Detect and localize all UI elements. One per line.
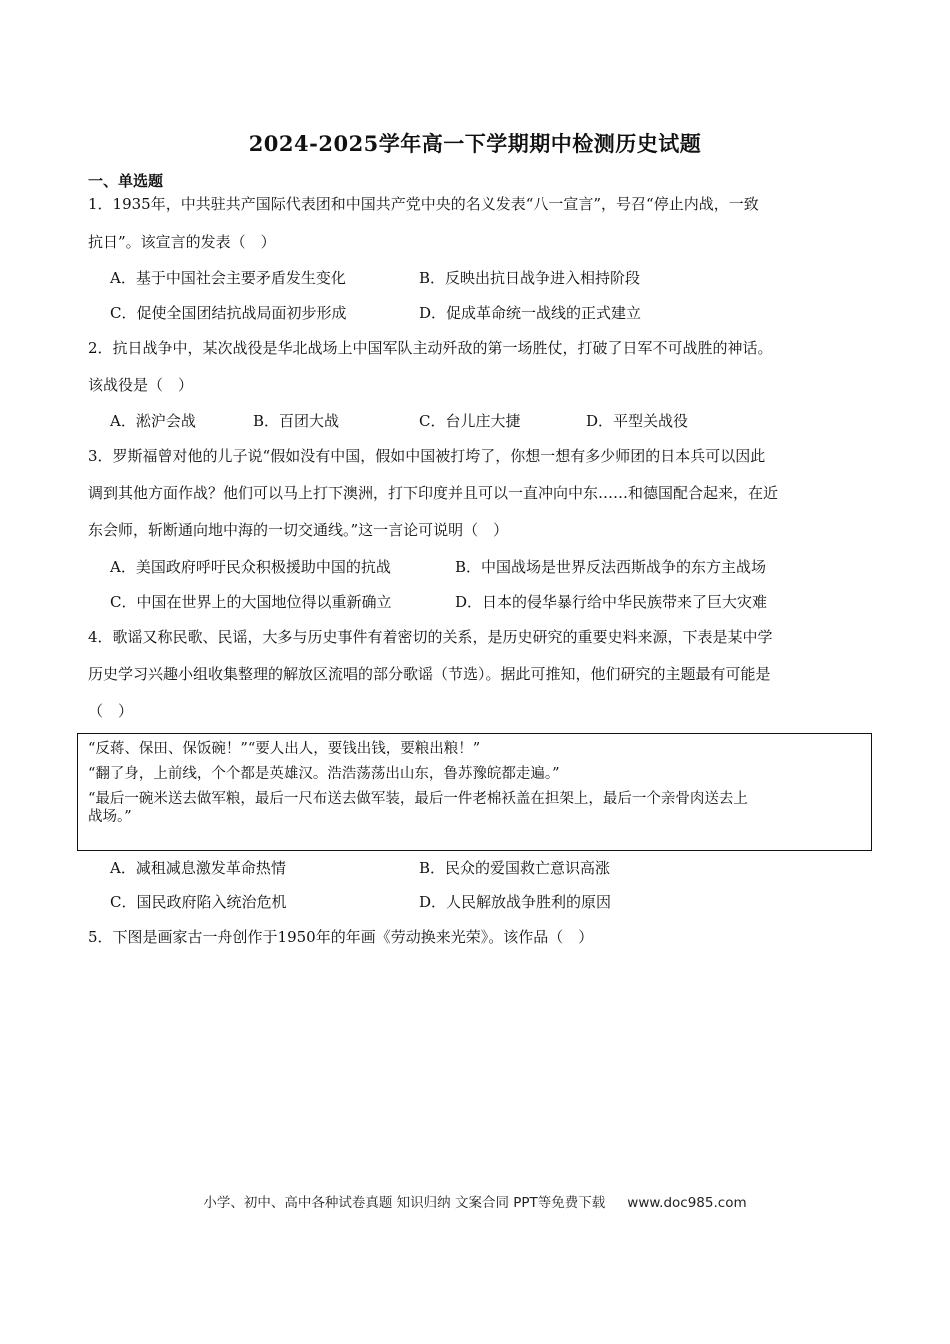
ballad-line-1: “反蒋、保田、保饭碗！”“要人出人，要钱出钱，要粮出粮！” <box>88 741 481 757</box>
question-1-option-a[interactable]: A．基于中国社会主要矛盾发生变化 <box>110 269 346 287</box>
question-4-option-a[interactable]: A．减租减息激发革命热情 <box>110 859 286 877</box>
question-3-option-b[interactable]: B．中国战场是世界反法西斯战争的东方主战场 <box>455 558 767 576</box>
ballad-excerpt-box <box>77 733 872 851</box>
ballad-line-3b: 战场。” <box>88 809 132 825</box>
question-4-option-b[interactable]: B．民众的爱国救亡意识高涨 <box>419 859 611 877</box>
question-4-stem-line3: （ ） <box>88 702 134 720</box>
question-1-stem-line2: 抗日”。该宣言的发表（ ） <box>88 233 276 251</box>
question-1-stem-line1: 1．1935年，中共驻共产国际代表团和中国共产党中央的名义发表“八一宣言”，号召“停止内战，一致 <box>88 195 759 213</box>
question-2-stem-line2: 该战役是（ ） <box>88 376 194 394</box>
question-3-option-d[interactable]: D．日本的侵华暴行给中华民族带来了巨大灾难 <box>455 593 768 611</box>
question-1-option-b[interactable]: B．反映出抗日战争进入相持阶段 <box>419 269 641 287</box>
question-5-stem-line1: 5．下图是画家古一舟创作于1950年的年画《劳动换来光荣》。该作品（ ） <box>88 928 594 946</box>
question-3-option-c[interactable]: C．中国在世界上的大国地位得以重新确立 <box>110 593 392 611</box>
question-3-stem-line1: 3．罗斯福曾对他的儿子说“假如没有中国，假如中国被打垮了，你想一想有多少师团的日本兵可以因此 <box>88 447 766 465</box>
footer-text: 小学、初中、高中各种试卷真题 知识归纳 文案合同 PPT等免费下载 <box>203 1195 606 1211</box>
page-title: 2024-2025学年高一下学期期中检测历史试题 <box>248 131 702 156</box>
question-3-stem-line3: 东会师，斩断通向地中海的一切交通线。”这一言论可说明（ ） <box>88 521 509 539</box>
section-heading: 一、单选题 <box>88 172 164 190</box>
question-4-option-c[interactable]: C．国民政府陷入统治危机 <box>110 893 287 911</box>
question-2-stem-line1: 2．抗日战争中，某次战役是华北战场上中国军队主动歼敌的第一场胜仗，打破了日军不可战胜的神话。 <box>88 339 773 357</box>
ballad-line-3a: “最后一碗米送去做军粮，最后一尺布送去做军装，最后一件老棉袄盖在担架上，最后一个亲骨肉送去上 <box>88 791 748 807</box>
question-2-option-d[interactable]: D．平型关战役 <box>586 412 689 430</box>
question-1-option-d[interactable]: D．促成革命统一战线的正式建立 <box>419 304 642 322</box>
page-footer <box>0 1191 950 1211</box>
question-4-stem-line1: 4．歌谣又称民歌、民谣，大多与历史事件有着密切的关系，是历史研究的重要史料来源，下表是某中学 <box>88 628 773 646</box>
question-2-option-a[interactable]: A．淞沪会战 <box>110 412 196 430</box>
ballad-line-2: “翻了身，上前线，个个都是英雄汉。浩浩荡荡出山东，鲁苏豫皖都走遍。” <box>88 766 560 782</box>
question-4-option-d[interactable]: D．人民解放战争胜利的原因 <box>419 893 612 911</box>
footer-url[interactable]: www.doc985.com <box>627 1195 747 1211</box>
question-3-option-a[interactable]: A．美国政府呼吁民众积极援助中国的抗战 <box>110 558 391 576</box>
question-3-stem-line2: 调到其他方面作战？他们可以马上打下澳洲，打下印度并且可以一直冲向中东……和德国配合起来，在近 <box>88 484 779 502</box>
question-2-option-c[interactable]: C．台儿庄大捷 <box>419 412 521 430</box>
question-2-option-b[interactable]: B．百团大战 <box>253 412 340 430</box>
question-1-option-c[interactable]: C．促使全国团结抗战局面初步形成 <box>110 304 347 322</box>
question-4-stem-line2: 历史学习兴趣小组收集整理的解放区流唱的部分歌谣（节选）。据此可推知，他们研究的主题最有可能是 <box>88 665 771 683</box>
